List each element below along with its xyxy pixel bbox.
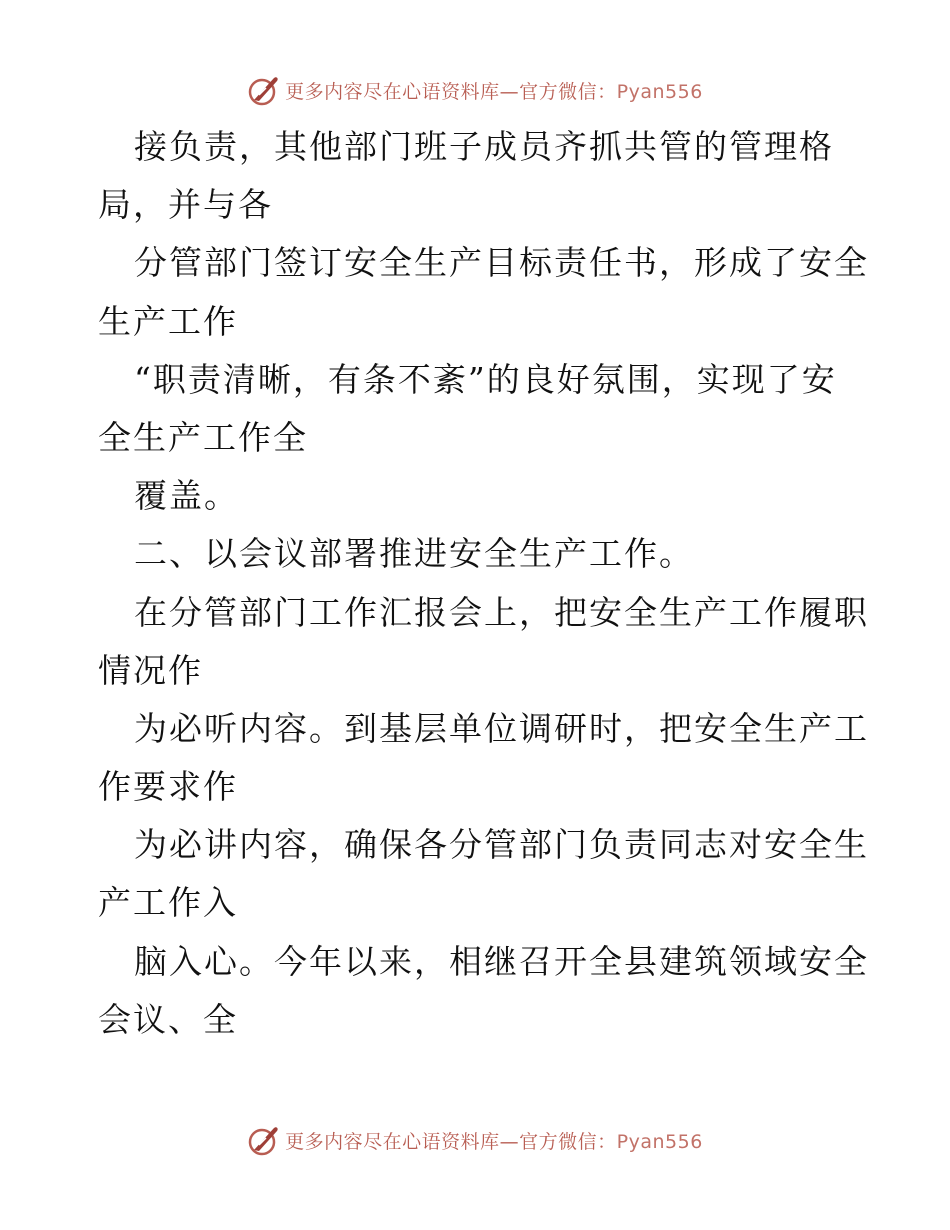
footer-wechat-id: Pyan556 xyxy=(616,1130,703,1153)
header-banner-text xyxy=(285,77,703,104)
footer-banner-label: 更多内容尽在心语资料库—官方微信： xyxy=(285,1130,617,1153)
header-banner xyxy=(0,70,950,110)
body-line: 为必讲内容，确保各分管部门负责同志对安全生 xyxy=(134,825,869,865)
body-line: 为必听内容。到基层单位调研时，把安全生产工 xyxy=(134,708,869,748)
body-line: “职责清晰，有条不紊”的良好氛围，实现了安 xyxy=(134,359,837,399)
body-line: 情况作 xyxy=(98,650,203,690)
document-body xyxy=(98,118,869,1049)
section-heading: 二、以会议部署推进安全生产工作。 xyxy=(134,534,694,574)
body-line: 接负责，其他部门班子成员齐抓共管的管理格 xyxy=(134,127,834,166)
quill-pen-logo-icon xyxy=(247,1123,281,1157)
body-line: 在分管部门工作汇报会上，把安全生产工作履职 xyxy=(134,592,869,632)
body-line: 会议、全 xyxy=(98,999,238,1039)
body-line: 脑入心。今年以来，相继召开全县建筑领域安全 xyxy=(134,941,869,981)
quill-pen-logo-icon xyxy=(247,73,281,107)
body-line: 作要求作 xyxy=(98,767,238,807)
body-line: 局，并与各 xyxy=(98,185,273,225)
body-line: 覆盖。 xyxy=(134,476,239,516)
body-line: 生产工作 xyxy=(98,301,238,341)
header-wechat-id: Pyan556 xyxy=(616,80,703,103)
body-line: 全生产工作全 xyxy=(98,417,308,457)
footer-banner xyxy=(0,1120,950,1160)
footer-banner-text xyxy=(285,1127,703,1154)
body-line: 分管部门签订安全生产目标责任书，形成了安全 xyxy=(134,243,869,283)
body-line: 产工作入 xyxy=(98,883,238,923)
header-banner-label: 更多内容尽在心语资料库—官方微信： xyxy=(285,80,617,103)
